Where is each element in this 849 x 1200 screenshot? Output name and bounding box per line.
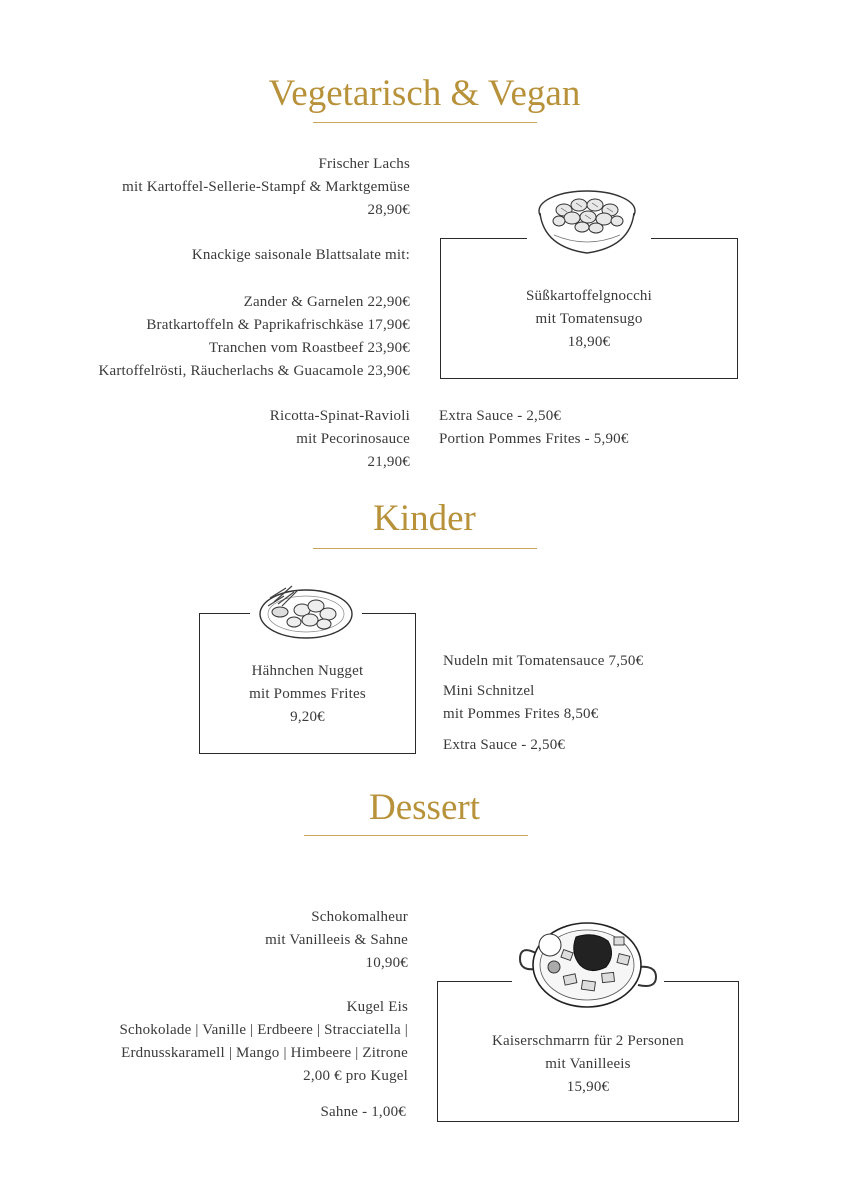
item-description: mit Pommes Frites [249,686,366,702]
menu-item-sahne: Sahne - 1,00€ [320,1104,406,1120]
menu-item-kugel-eis [119,996,408,1088]
item-description: mit Pecorinosauce [296,431,410,447]
section-title-kinder: Kinder [373,498,476,539]
item-price: 2,00 € pro Kugel [303,1068,408,1084]
kids-item-nudeln: Nudeln mit Tomatensauce 7,50€ [443,653,644,669]
item-name: Süßkartoffelgnocchi [526,288,652,304]
featured-item-nuggets [199,660,416,729]
section-title-dessert: Dessert [369,787,480,828]
section-title-veg: Vegetarisch & Vegan [268,73,581,114]
item-flavors: Erdnusskaramell | Mango | Himbeere | Zitrone [121,1045,408,1061]
item-name: Frischer Lachs [318,156,410,172]
item-price: 18,90€ [567,334,611,350]
salad-intro: Knackige saisonale Blattsalate mit: [191,247,410,263]
menu-item-schokomalheur [265,906,408,975]
item-description: mit Vanilleeis [545,1056,631,1072]
item-price: 21,90€ [367,454,410,470]
gnocchi-bowl-icon [534,183,640,259]
item-name: Kugel Eis [346,999,408,1015]
list-item: Bratkartoffeln & Paprikafrischkäse 17,90€ [146,317,410,333]
menu-item-ravioli [270,405,410,474]
list-item: Portion Pommes Frites - 5,90€ [439,431,629,447]
item-name: Schokomalheur [311,909,408,925]
item-name: Mini Schnitzel [443,683,535,699]
featured-item-gnocchi [440,285,738,354]
item-description: mit Kartoffel-Sellerie-Stampf & Marktgemüse [122,179,410,195]
item-name: Hähnchen Nugget [251,663,364,679]
featured-item-kaiserschmarrn [437,1030,739,1099]
item-price: 28,90€ [367,202,410,218]
menu-item-lachs [122,153,410,222]
menu-item-salads [98,291,410,383]
title-divider [304,835,528,836]
kids-item-extra-sauce: Extra Sauce - 2,50€ [443,737,566,753]
item-price: 10,90€ [365,955,408,971]
nuggets-plate-icon [256,576,356,646]
item-description: mit Tomatensugo [535,311,643,327]
list-item: Zander & Garnelen 22,90€ [243,294,410,310]
title-divider [313,122,537,123]
item-price: 9,20€ [290,709,325,725]
item-name: Kaiserschmarrn für 2 Personen [492,1033,684,1049]
kaiserschmarrn-pan-icon [514,915,660,1013]
list-item: Extra Sauce - 2,50€ [439,408,562,424]
item-description: mit Pommes Frites 8,50€ [443,706,599,722]
item-price: 15,90€ [566,1079,610,1095]
extras-list [439,405,629,451]
item-description: mit Vanilleeis & Sahne [265,932,408,948]
item-flavors: Schokolade | Vanille | Erdbeere | Stracciatella | [119,1022,408,1038]
list-item: Tranchen vom Roastbeef 23,90€ [208,340,410,356]
kids-item-schnitzel [443,680,598,726]
list-item: Kartoffelrösti, Räucherlachs & Guacamole 23,90€ [98,363,410,379]
item-name: Ricotta-Spinat-Ravioli [269,408,410,424]
title-divider [313,548,537,549]
